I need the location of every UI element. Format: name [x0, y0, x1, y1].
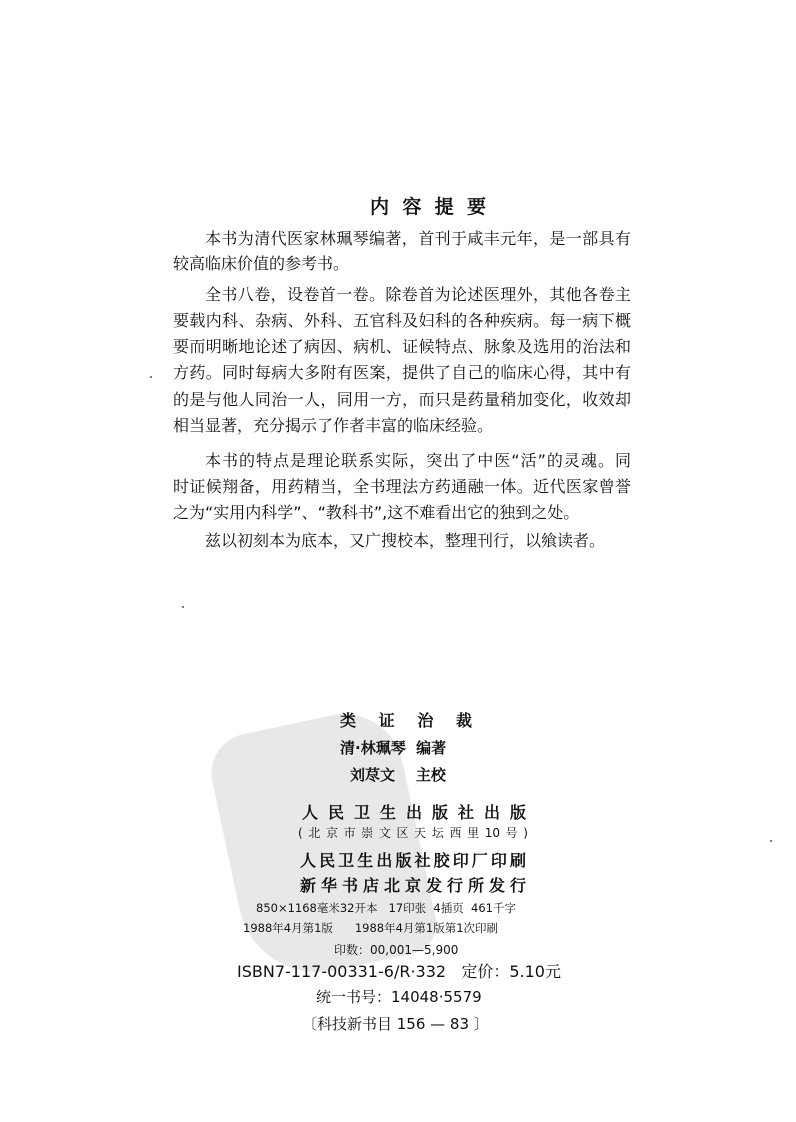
distributor-line: 新华书店北京发行所发行 — [300, 876, 526, 895]
summary-line: 兹以初刻本为底本，又广搜校本，整理刊行，以飨读者。 — [205, 531, 606, 550]
summary-line: 要载内科、杂病、外科、五官科及妇科的各种疾病。每一病下概 — [173, 311, 631, 330]
specs-line: 850×1168毫米32开本 17印张 4插页 461千字 — [256, 901, 516, 915]
scan-speck — [150, 376, 152, 378]
summary-heading: 内 容 提 要 — [370, 196, 486, 218]
summary-line: 本书的特点是理论联系实际，突出了中医“活”的灵魂。同 — [205, 451, 631, 470]
summary-line: 要而明晰地论述了病因、病机、证候特点、脉象及选用的治法和 — [173, 337, 631, 356]
publisher-line: 人民卫生出版社出版 — [302, 803, 526, 822]
summary-line: 时证候翔备，用药精当，全书理法方药通融一体。近代医家曾誉 — [173, 477, 631, 496]
summary-line: 较高临床价值的参考书。 — [173, 254, 350, 273]
summary-line: 之为“实用内科学”、“教科书”,这不难看出它的独到之处。 — [173, 503, 580, 522]
unified-book-number: 统一书号：14048·5579 — [316, 988, 482, 1006]
summary-line: 全书八卷，设卷首一卷。除卷首为论述医理外，其他各卷主 — [205, 285, 631, 304]
summary-line: 相当显著，充分揭示了作者丰富的临床经验。 — [173, 416, 494, 435]
printer-line: 人民卫生出版社胶印厂印刷 — [300, 851, 526, 870]
catalog-line: 〔科技新书目 156 — 83 〕 — [302, 1015, 489, 1033]
summary-line: 本书为清代医家林珮琴编著，首刊于咸丰元年，是一部具有 — [205, 229, 631, 248]
scan-speck — [182, 606, 184, 608]
author-line: 清·林珮琴 编著 — [340, 739, 447, 757]
book-title: 类 证 治 裁 — [340, 711, 472, 730]
summary-line: 的是与他人同治一人，同用一方，而只是药量稍加变化，收效却 — [173, 390, 631, 409]
isbn-price-line: ISBN7-117-00331-6/R·332 定价：5.10元 — [237, 962, 561, 981]
scan-speck — [770, 840, 772, 842]
summary-line: 方药。同时每病大多附有医案，提供了自己的临床心得，其中有 — [173, 363, 631, 382]
editor-line: 刘荩文 主校 — [350, 766, 446, 784]
print-run-line: 印数：00,001—5,900 — [334, 943, 459, 957]
edition-line: 1988年4月第1版 1988年4月第1版第1次印刷 — [243, 921, 499, 935]
address-line: (北京市崇文区天坛西里10号) — [298, 826, 528, 840]
